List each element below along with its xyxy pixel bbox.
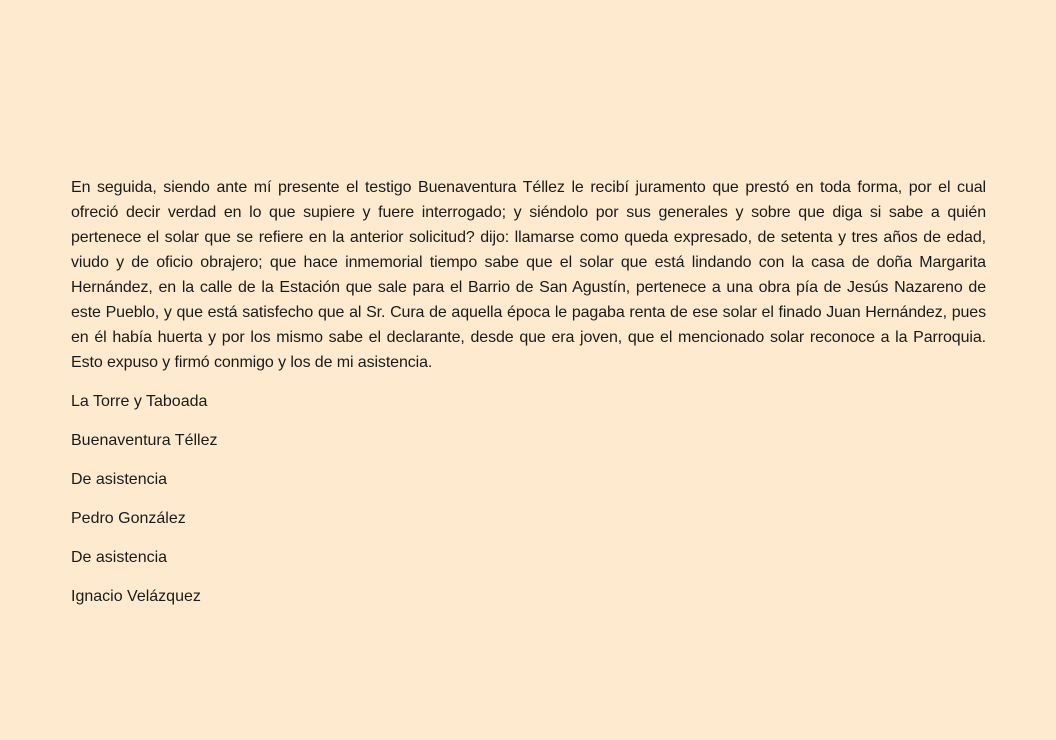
signature-pedro-gonzalez: Pedro González <box>71 510 186 527</box>
signature-de-asistencia-2: De asistencia <box>71 549 168 566</box>
signature-la-torre-y-taboada: La Torre y Taboada <box>71 393 208 410</box>
signature-ignacio-velazquez: Ignacio Velázquez <box>71 588 201 605</box>
testimony-paragraph: En seguida, siendo ante mí presente el testigo Buenaventura Téllez le recibí juramento que prestó en toda forma, por el cual ofreció decir verdad en lo que supiere y fuere interrogado; y siéndolo por sus generales y sobre que diga si sabe a quién pertenece el solar que se refiere en la anterior solicitud? dijo: llamarse como queda expresado, de setenta y tres años de edad, viudo y de oficio obrajero; que hace inmemorial tiempo sabe que el solar que está lindando con la casa de doña Margarita Hernández, en la calle de la Estación que sale para el Barrio de San Agustín, pertenece a una obra pía de Jesús Nazareno de este Pueblo, y que está satisfecho que al Sr. Cura de aquella época le pagaba renta de ese solar el finado Juan Hernández, pues en él había huerta y por los mismo sabe el declarante, desde que era joven, que el mencionado solar reconoce a la Parroquia. Esto expuso y firmó conmigo y los de mi asistencia. <box>71 179 986 371</box>
document-page <box>71 175 986 625</box>
signature-buenaventura-tellez: Buenaventura Téllez <box>71 432 218 449</box>
signature-de-asistencia-1: De asistencia <box>71 471 168 488</box>
